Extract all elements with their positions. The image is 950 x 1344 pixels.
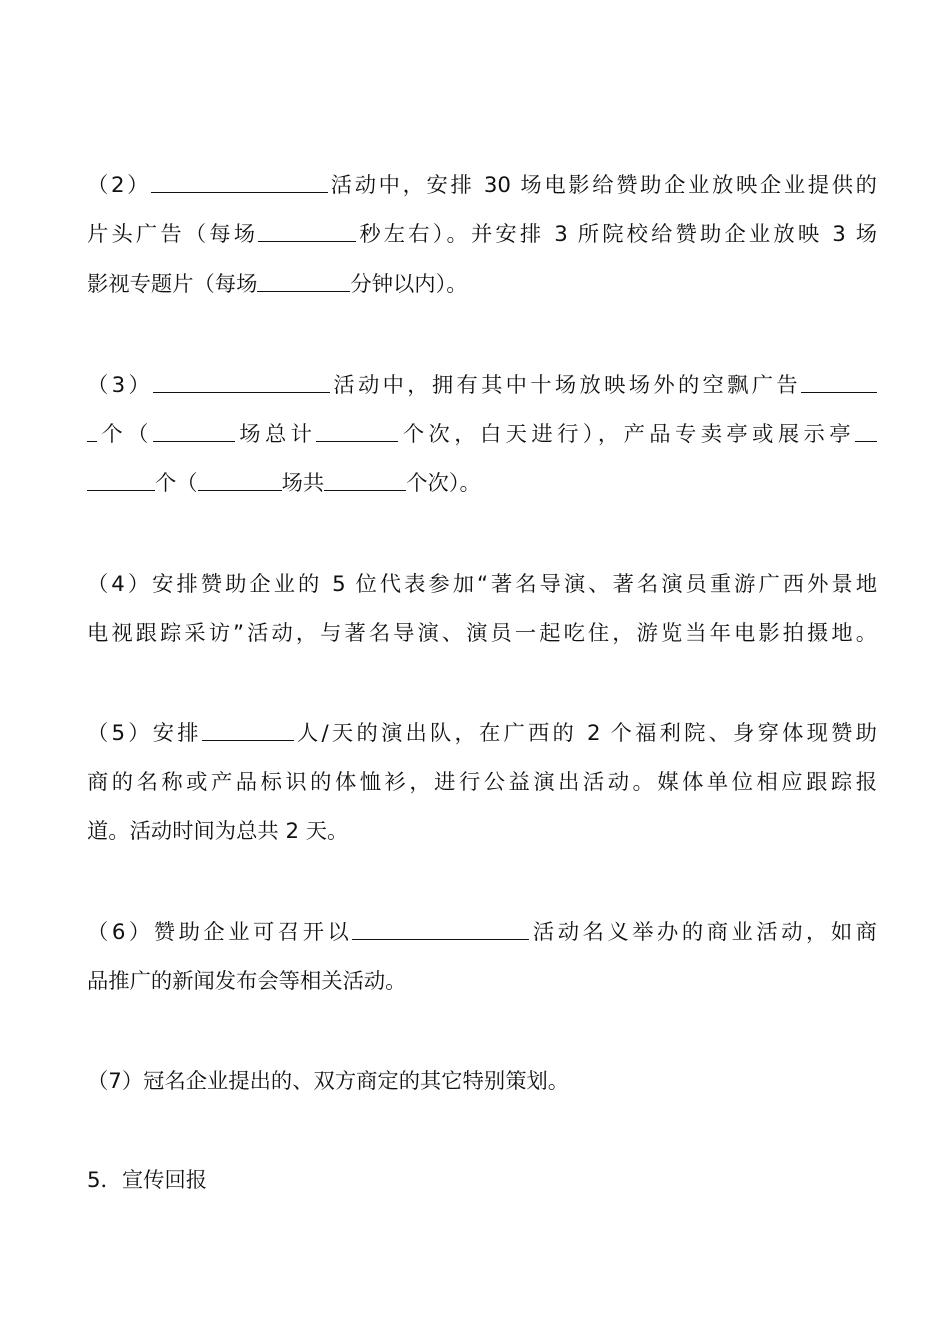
text-line [87,265,877,305]
fill-blank[interactable] [324,468,406,491]
text-run: 影视专题片（每场 [87,272,258,297]
text-line [87,366,877,406]
fill-blank[interactable] [257,269,350,292]
text-run: 5．宣传回报 [87,1168,208,1193]
text-line [87,913,877,953]
text-run: 场共 [281,471,325,496]
fill-blank[interactable] [198,468,282,491]
text-line [87,1062,877,1102]
text-line [87,464,877,504]
text-run: （5）安排 [87,721,202,746]
fill-blank[interactable] [153,419,235,442]
text-run: 活动中，安排 30 场电影给赞助企业放映企业提供的 [328,173,877,198]
fill-blank[interactable] [87,419,97,442]
text-run: （6）赞助企业可召开以 [87,920,353,945]
text-run: （4）安排赞助企业的 5 位代表参加“著名导演、著名演员重游广西外景地 [87,572,877,597]
text-run: 品推广的新闻发布会等相关活动。 [87,969,407,994]
text-run: 场总计 [234,422,317,447]
text-run: 秒左右）。并安排 3 所院校给赞助企业放映 3 场 [356,222,877,247]
fill-blank[interactable] [151,170,328,193]
text-line [87,812,877,852]
text-run: （3） [87,373,154,398]
text-run: 分钟以内）。 [350,272,468,297]
text-line [87,714,877,754]
fill-blank[interactable] [855,419,877,442]
text-run: （7）冠名企业提出的、双方商定的其它特别策划。 [87,1069,570,1094]
heading-text [87,1161,877,1201]
text-run: 个次，白天进行），产品专卖亭或展示亭 [398,422,855,447]
text-line [87,166,877,206]
fill-blank[interactable] [87,468,155,491]
fill-blank[interactable] [801,370,877,393]
text-run: 商的名称或产品标识的体恤衫，进行公益演出活动。媒体单位相应跟踪报 [87,770,877,795]
fill-blank[interactable] [153,370,330,393]
fill-blank[interactable] [316,419,398,442]
text-line [87,215,877,255]
fill-blank[interactable] [202,718,294,741]
fill-blank[interactable] [352,917,529,940]
text-run: 个（ [97,422,153,447]
text-line [87,962,877,1002]
text-run: 活动中，拥有其中十场放映场外的空飘广告 [330,373,801,398]
text-run: 片头广告（每场 [87,222,259,247]
text-line [87,614,877,654]
fill-blank[interactable] [258,219,356,242]
text-run: 电视跟踪采访”活动，与著名导演、演员一起吃住，游览当年电影拍摄地。 [87,621,877,646]
text-run: （2） [87,173,152,198]
text-run: 活动名义举办的商业活动，如商 [529,920,877,945]
text-run: 人/天的演出队，在广西的 2 个福利院、身穿体现赞助 [293,721,877,746]
text-line [87,415,877,455]
text-line [87,565,877,605]
text-run: 道。活动时间为总共 2 天。 [87,819,349,844]
text-run: 个（ [155,471,198,496]
text-line [87,763,877,803]
text-run: 个次）。 [406,471,481,496]
